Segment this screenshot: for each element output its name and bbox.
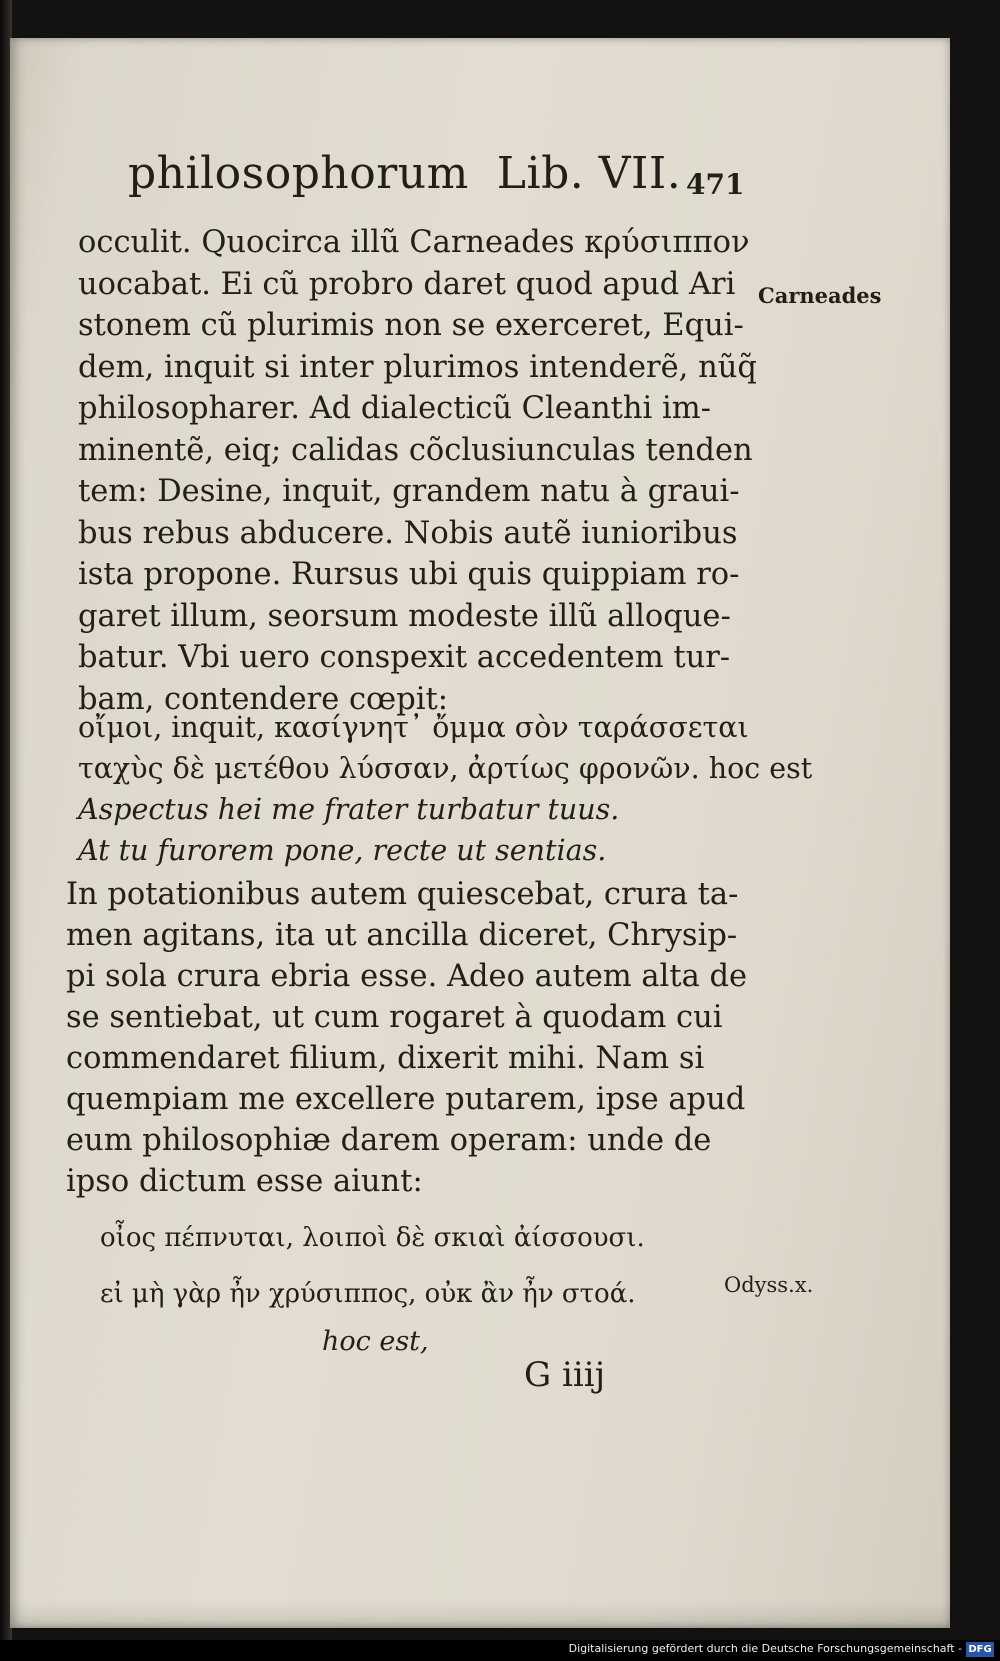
text-line: bus rebus abducere. Nobis autẽ iunioribus <box>78 515 738 551</box>
text-line: In potationibus autem quiescebat, crura ta- <box>66 877 739 912</box>
text-line: uocabat. Ei cũ probro daret quod apud Ari <box>78 266 736 302</box>
latin-verse-line: Aspectus hei me frater turbatur tuus. <box>78 793 620 826</box>
page-shadow <box>10 1600 950 1630</box>
text-line: garet illum, seorsum modeste illũ alloque- <box>78 598 731 634</box>
text-line: se sentiebat, ut cum rogaret à quodam cui <box>66 1000 723 1035</box>
text-line: commendaret filium, dixerit mihi. Nam si <box>66 1041 705 1076</box>
margin-note-carneades: Carneades <box>758 283 882 308</box>
text-line: ipso dictum esse aiunt: <box>66 1164 423 1199</box>
latin-verse-line: At tu furorem pone, recte ut sentias. <box>78 834 607 867</box>
text-line: bam, contendere cœpit: <box>78 681 449 717</box>
digitization-credit: Digitalisierung gefördert durch die Deutsche Forschungsgemeinschaft - <box>568 1642 962 1655</box>
verse-block-euripides <box>78 707 813 871</box>
text-line: men agitans, ita ut ancilla diceret, Chrysip- <box>66 918 738 953</box>
text-line: pi sola crura ebria esse. Adeo autem alta de <box>66 959 748 994</box>
text-line: occulit. Quocirca illũ Carneades κρύσιππον <box>78 225 750 260</box>
folio-number: 471 <box>686 168 745 201</box>
text-line: minentẽ, eiq; calidas cõclusiunculas tenden <box>78 432 753 468</box>
greek-verse-line: οἴμοι, inquit, κασίγνητ᾽ ὄμμα σὸν ταράσσεται <box>78 711 749 744</box>
verse-block-homer <box>100 1210 740 1362</box>
text-line: dem, inquit si inter plurimos intenderẽ, nũq̃ <box>78 349 757 385</box>
signature-mark: G iiij <box>524 1355 606 1395</box>
greek-verse-line: εἰ μὴ γὰρ ἦν χρύσιππος, οὐκ ἂν ἦν στοά. <box>100 1279 636 1309</box>
text-line: tem: Desine, inquit, grandem natu à graui- <box>78 474 740 509</box>
running-header <box>128 148 681 199</box>
text-line: eum philosophiæ darem operam: unde de <box>66 1123 712 1158</box>
text-line: batur. Vbi uero conspexit accedentem tur- <box>78 640 731 675</box>
text-line: stonem cũ plurimis non se exerceret, Equi- <box>78 308 744 343</box>
text-line: philosopharer. Ad dialecticũ Cleanthi im- <box>78 391 711 426</box>
book-number: Lib. VII. <box>496 148 682 199</box>
margin-note-odyssey: Odyss.x. <box>724 1273 814 1297</box>
running-title: philosophorum <box>128 148 469 199</box>
text-line: quempiam me excellere putarem, ipse apud <box>66 1082 746 1117</box>
second-text-block <box>66 874 746 1202</box>
main-text-block <box>78 222 757 720</box>
greek-verse-line: οἶος πέπνυται, λοιποὶ δὲ σκιαὶ ἀίσσουσι. <box>100 1223 645 1253</box>
greek-verse-line: ταχὺς δὲ μετέθου λύσσαν, ἀρτίως φρονῶν. hoc est <box>78 752 813 785</box>
dfg-logo: DFG <box>966 1642 994 1657</box>
text-line: ista propone. Rursus ubi quis quippiam ro- <box>78 557 740 592</box>
hoc-est-label: hoc est, <box>322 1326 429 1357</box>
